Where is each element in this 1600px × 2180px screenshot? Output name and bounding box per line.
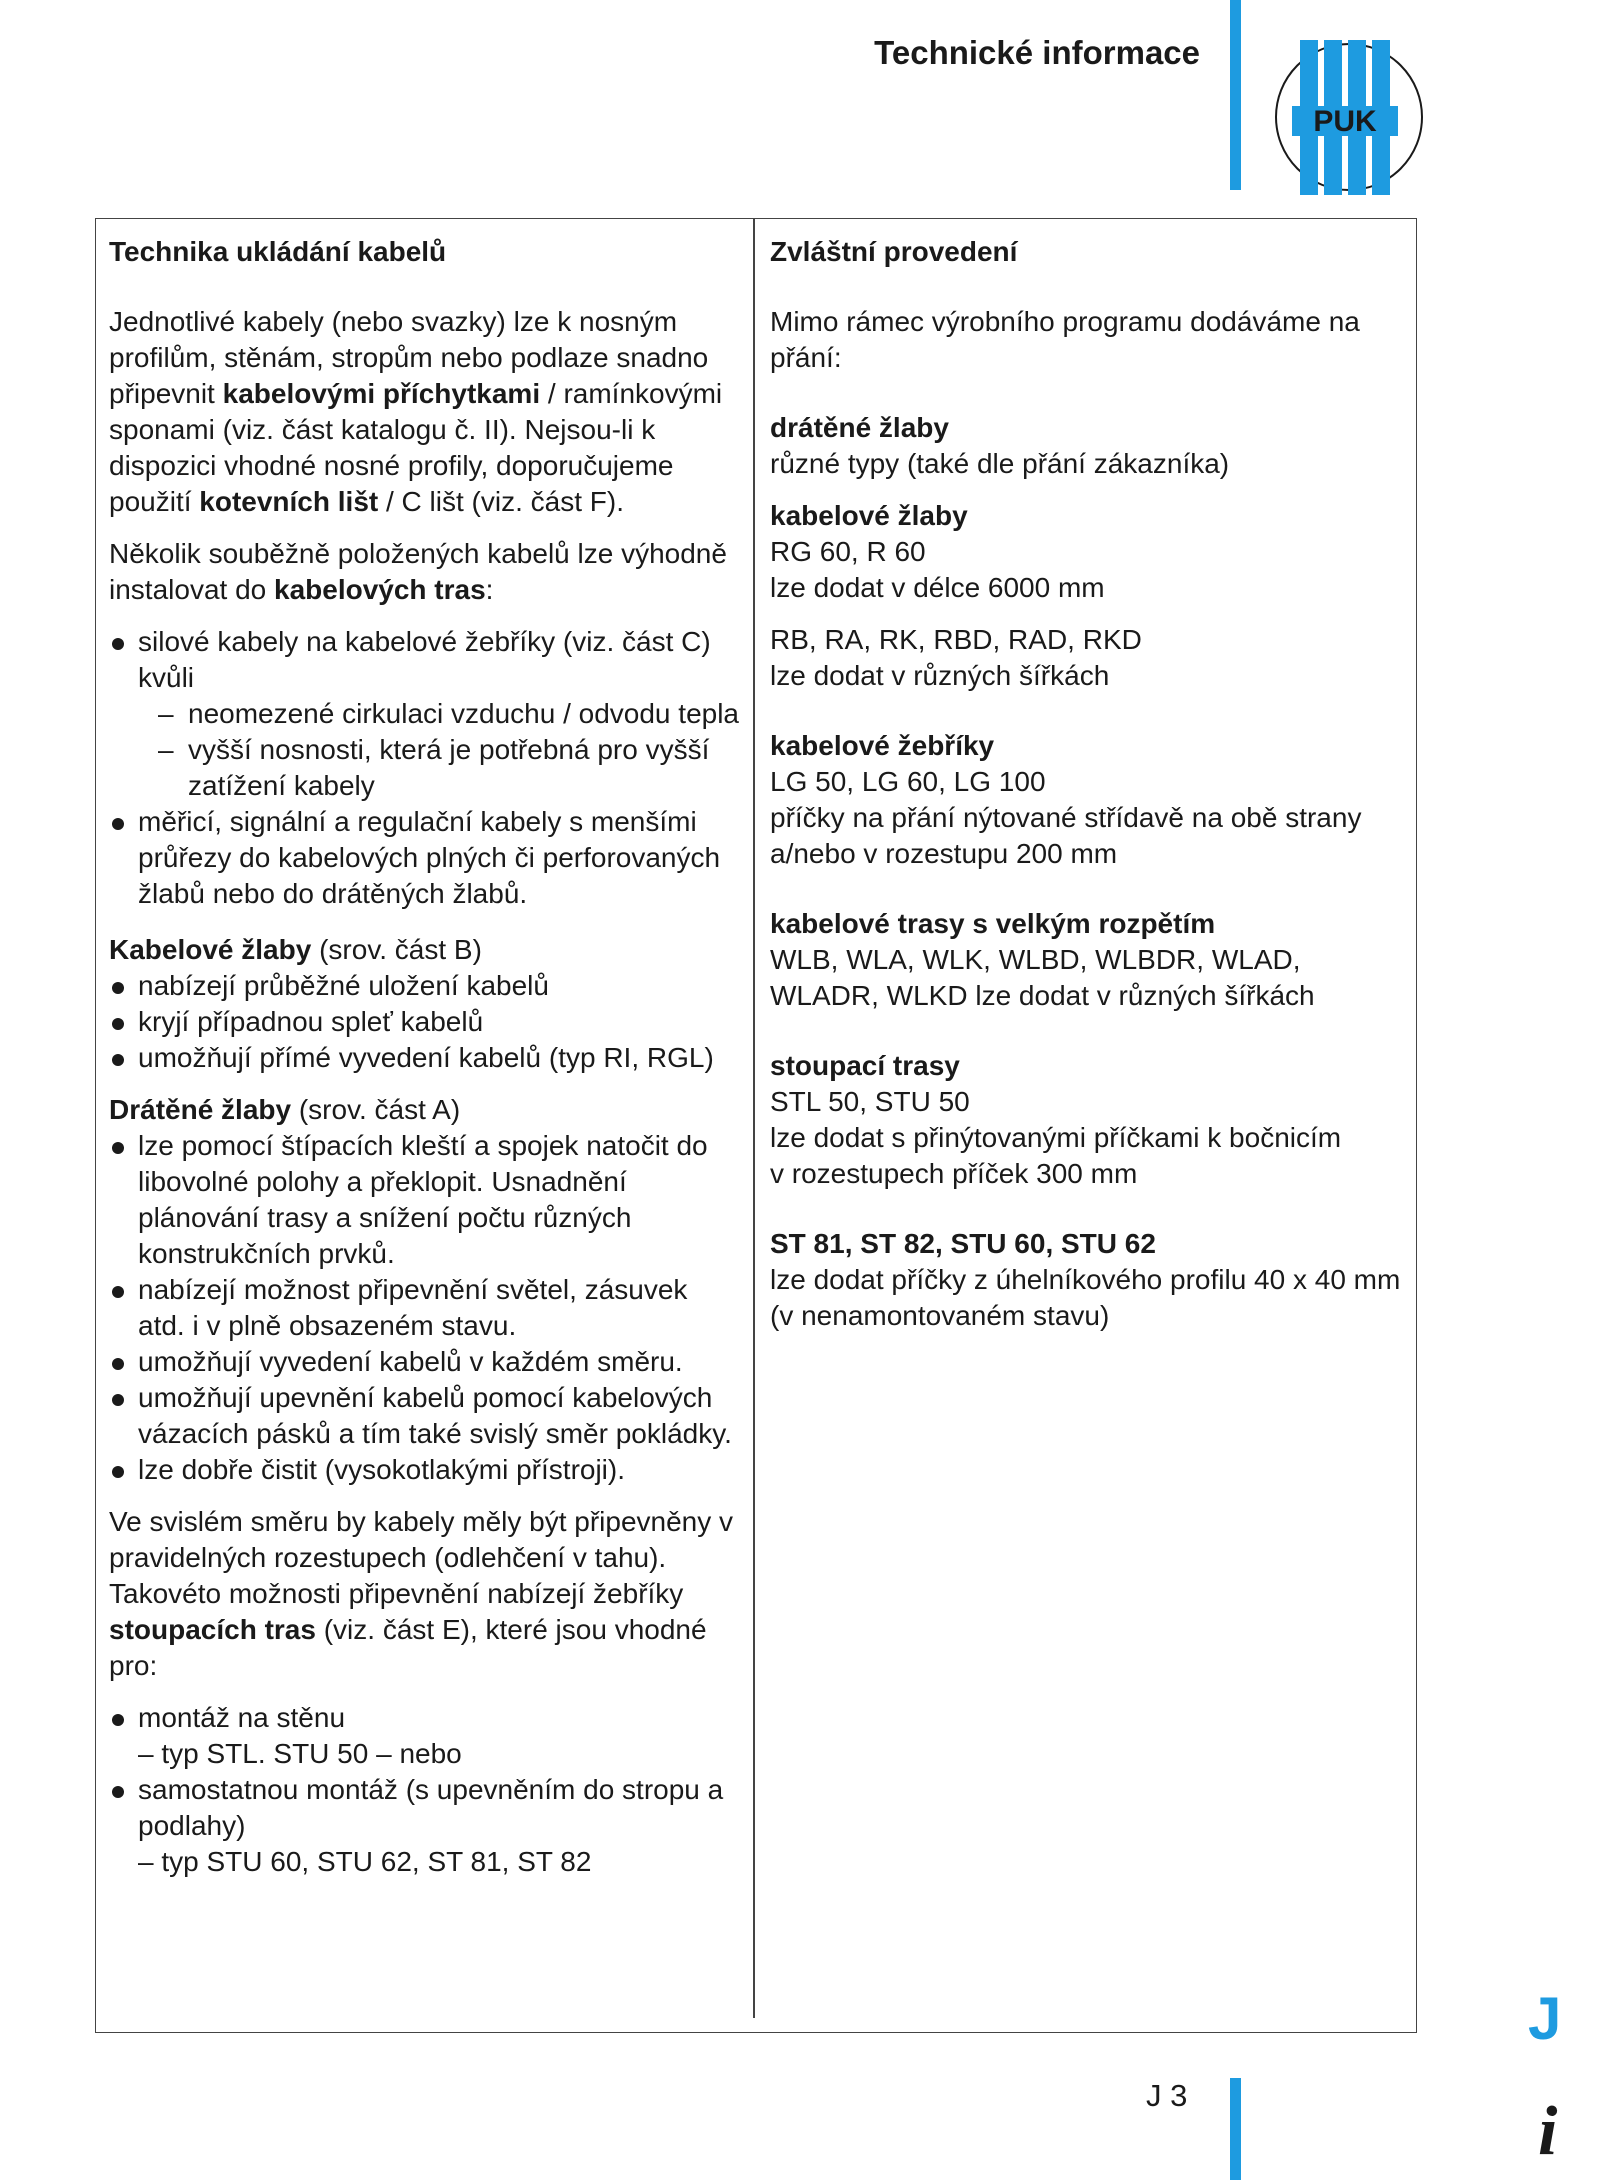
vertical-paragraph: Ve svislém směru by kabely měly být připevněny v pravidelných rozestupech (odlehčení v tahu). Takovéto možnosti připevnění nabízejí žebříky stoupacích tras (viz. část E), které jsou vhodné pro:: [109, 1506, 734, 1681]
special-block: drátěné žlaby různé typy (také dle přání zákazníka): [770, 410, 1410, 482]
special-block: stoupací trasy STL 50, STU 50 lze dodat s přinýtovanými příčkami k bočnicím v rozestupech příček 300 mm: [770, 1048, 1410, 1192]
list-item: měřicí, signální a regulační kabely s menšími průřezy do kabelových plných či perforovaných žlabů nebo do drátěných žlabů.: [109, 804, 739, 912]
list-item: silové kabely na kabelové žebříky (viz. část C) kvůli – neomezené cirkulaci vzduchu / odvodu tepla – vyšší nosnosti, která je potřebná pro vyšší zatížení kabely: [109, 624, 739, 804]
multi-cable-paragraph: Několik souběžně položených kabelů lze výhodně instalovat do kabelových tras:: [109, 538, 727, 605]
list-item: lze pomocí štípacích kleští a spojek natočit do libovolné polohy a překlopit. Usnadnění plánování trasy a snížení počtu různých konstrukčních prvků.: [109, 1128, 739, 1272]
list-item: samostatnou montáž (s upevněním do stropu a podlahy) – typ STU 60, STU 62, ST 81, ST 82: [109, 1772, 739, 1880]
list-item: umožňují upevnění kabelů pomocí kabelových vázacích pásků a tím také svislý směr pokládky.: [109, 1380, 739, 1452]
accent-bar-bottom: [1230, 2078, 1241, 2180]
right-intro: Mimo rámec výrobního programu dodáváme na přání:: [770, 306, 1360, 373]
special-block: kabelové žlaby RG 60, R 60 lze dodat v délce 6000 mm: [770, 498, 1410, 606]
accent-bar-top: [1230, 0, 1241, 190]
intro-paragraph: Jednotlivé kabely (nebo svazky) lze k nosným profilům, stěnám, stropům nebo podlaze snadno připevnit kabelovými příchytkami / ramínkovými sponami (viz. část katalogu č. II). Nejsou-li k dispozici vhodné nosné profily, doporučujeme použití kotevních lišt / C lišt (viz. část F).: [109, 306, 723, 517]
block-title: kabelové žlaby: [770, 500, 968, 531]
section-title: Drátěné žlaby: [109, 1094, 292, 1125]
logo-text: PUK: [1313, 105, 1377, 138]
info-icon: i: [1538, 2093, 1558, 2170]
list-item: umožňují vyvedení kabelů v každém směru.: [109, 1344, 739, 1380]
list-item: kryjí případnou spleť kabelů: [109, 1004, 739, 1040]
kabelove-zlaby-section: Kabelové žlaby (srov. část B) nabízejí průběžné uložení kabelů kryjí případnou spleť kabelů umožňují přímé vyvedení kabelů (typ RI, RGL): [109, 932, 739, 1076]
list-item: umožňují přímé vyvedení kabelů (typ RI, RGL): [109, 1040, 739, 1076]
list-subitem: – vyšší nosnosti, která je potřebná pro vyšší zatížení kabely: [158, 732, 739, 804]
block-title: kabelové trasy s velkým rozpětím: [770, 908, 1216, 939]
right-heading: Zvláštní provedení: [770, 236, 1018, 267]
section-tab-letter: J: [1528, 1985, 1562, 2052]
block-title: ST 81, ST 82, STU 60, STU 62: [770, 1228, 1156, 1259]
list-item: montáž na stěnu – typ STL. STU 50 – nebo: [109, 1700, 739, 1772]
left-heading: Technika ukládání kabelů: [109, 236, 447, 267]
left-column: [109, 234, 739, 1896]
special-block: kabelové trasy s velkým rozpětím WLB, WLA, WLK, WLBD, WLBDR, WLAD, WLADR, WLKD lze dodat v různých šířkách: [770, 906, 1410, 1014]
column-divider: [753, 218, 755, 2018]
block-title: kabelové žebříky: [770, 730, 995, 761]
list-item: nabízejí průběžné uložení kabelů: [109, 968, 739, 1004]
list-item: lze dobře čistit (vysokotlakými přístroji).: [109, 1452, 739, 1488]
puk-logo: [1272, 40, 1427, 195]
block-title: drátěné žlaby: [770, 412, 949, 443]
list-subitem: – neomezené cirkulaci vzduchu / odvodu tepla: [158, 696, 739, 732]
block-title: stoupací trasy: [770, 1050, 960, 1081]
special-block: kabelové žebříky LG 50, LG 60, LG 100 příčky na přání nýtované střídavě na obě strany a/nebo v rozestupu 200 mm: [770, 728, 1410, 872]
mounting-list: [109, 1700, 739, 1880]
special-block: RB, RA, RK, RBD, RAD, RKD lze dodat v různých šířkách: [770, 624, 1142, 691]
special-block: ST 81, ST 82, STU 60, STU 62 lze dodat příčky z úhelníkového profilu 40 x 40 mm (v nenamontovaném stavu): [770, 1226, 1410, 1334]
page-number: J 3: [1146, 2078, 1188, 2113]
right-column: [770, 234, 1410, 1350]
cable-tray-list: [109, 624, 739, 912]
page-title: Technické informace: [874, 34, 1200, 71]
list-item: nabízejí možnost připevnění světel, zásuvek atd. i v plně obsazeném stavu.: [109, 1272, 739, 1344]
section-title: Kabelové žlaby: [109, 934, 312, 965]
dratene-zlaby-section: Drátěné žlaby (srov. část A) lze pomocí štípacích kleští a spojek natočit do libovolné polohy a překlopit. Usnadnění plánování trasy a snížení počtu různých konstrukčních prvků. nabízejí možnost připevnění světel, zásuvek atd. i v plně obsazeném stavu. umožňují vyvedení kabelů v každém směru. umožňují upevnění kabelů pomocí kabelových vázacích pásků a tím také svislý směr pokládky. lze dobře čistit (vysokotlakými přístroji).: [109, 1092, 739, 1488]
